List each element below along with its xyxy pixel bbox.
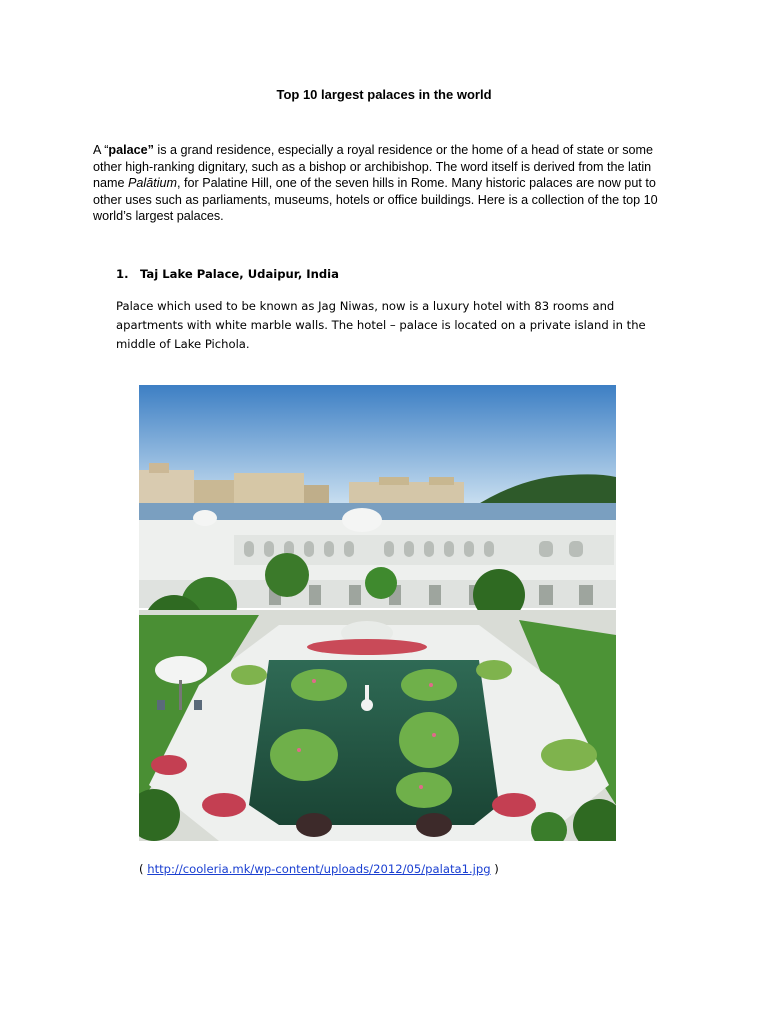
intro-bold-word: palace” — [108, 143, 154, 157]
item-description: Palace which used to be known as Jag Niwas, now is a luxury hotel with 83 rooms and apartments with white marble walls. The hotel – palace is located on a private island in the middle of Lake Pichola. — [116, 299, 646, 351]
intro-text-part2: , for Palatine Hill, one of the seven hills in Rome. Many historic palaces are now put to other uses such as parliaments, museums, hotels or office buildings. Here is a collection of the top 10 world’s largest palaces. — [93, 176, 658, 224]
item-number: 1. — [116, 267, 129, 281]
image-source-link[interactable]: http://cooleria.mk/wp-content/uploads/2012/05/palata1.jpg — [147, 862, 491, 876]
intro-prefix: A “ — [93, 143, 109, 157]
palace-photo — [139, 385, 616, 841]
intro-paragraph — [93, 142, 678, 225]
source-close-paren: ) — [490, 862, 499, 876]
document-title: Top 10 largest palaces in the world — [276, 87, 492, 102]
source-open-paren: ( — [139, 862, 148, 876]
intro-text-part1: is a grand residence, especially a royal residence or the home of a head of state or some other high-ranking dignitary, such as a bishop or archibishop. The word itself is derived from the latin name — [93, 143, 654, 191]
intro-italic-word: Palātium — [128, 176, 178, 191]
image-source-line — [139, 862, 499, 876]
item-heading — [116, 267, 339, 281]
item-heading-text: Taj Lake Palace, Udaipur, India — [140, 267, 339, 281]
